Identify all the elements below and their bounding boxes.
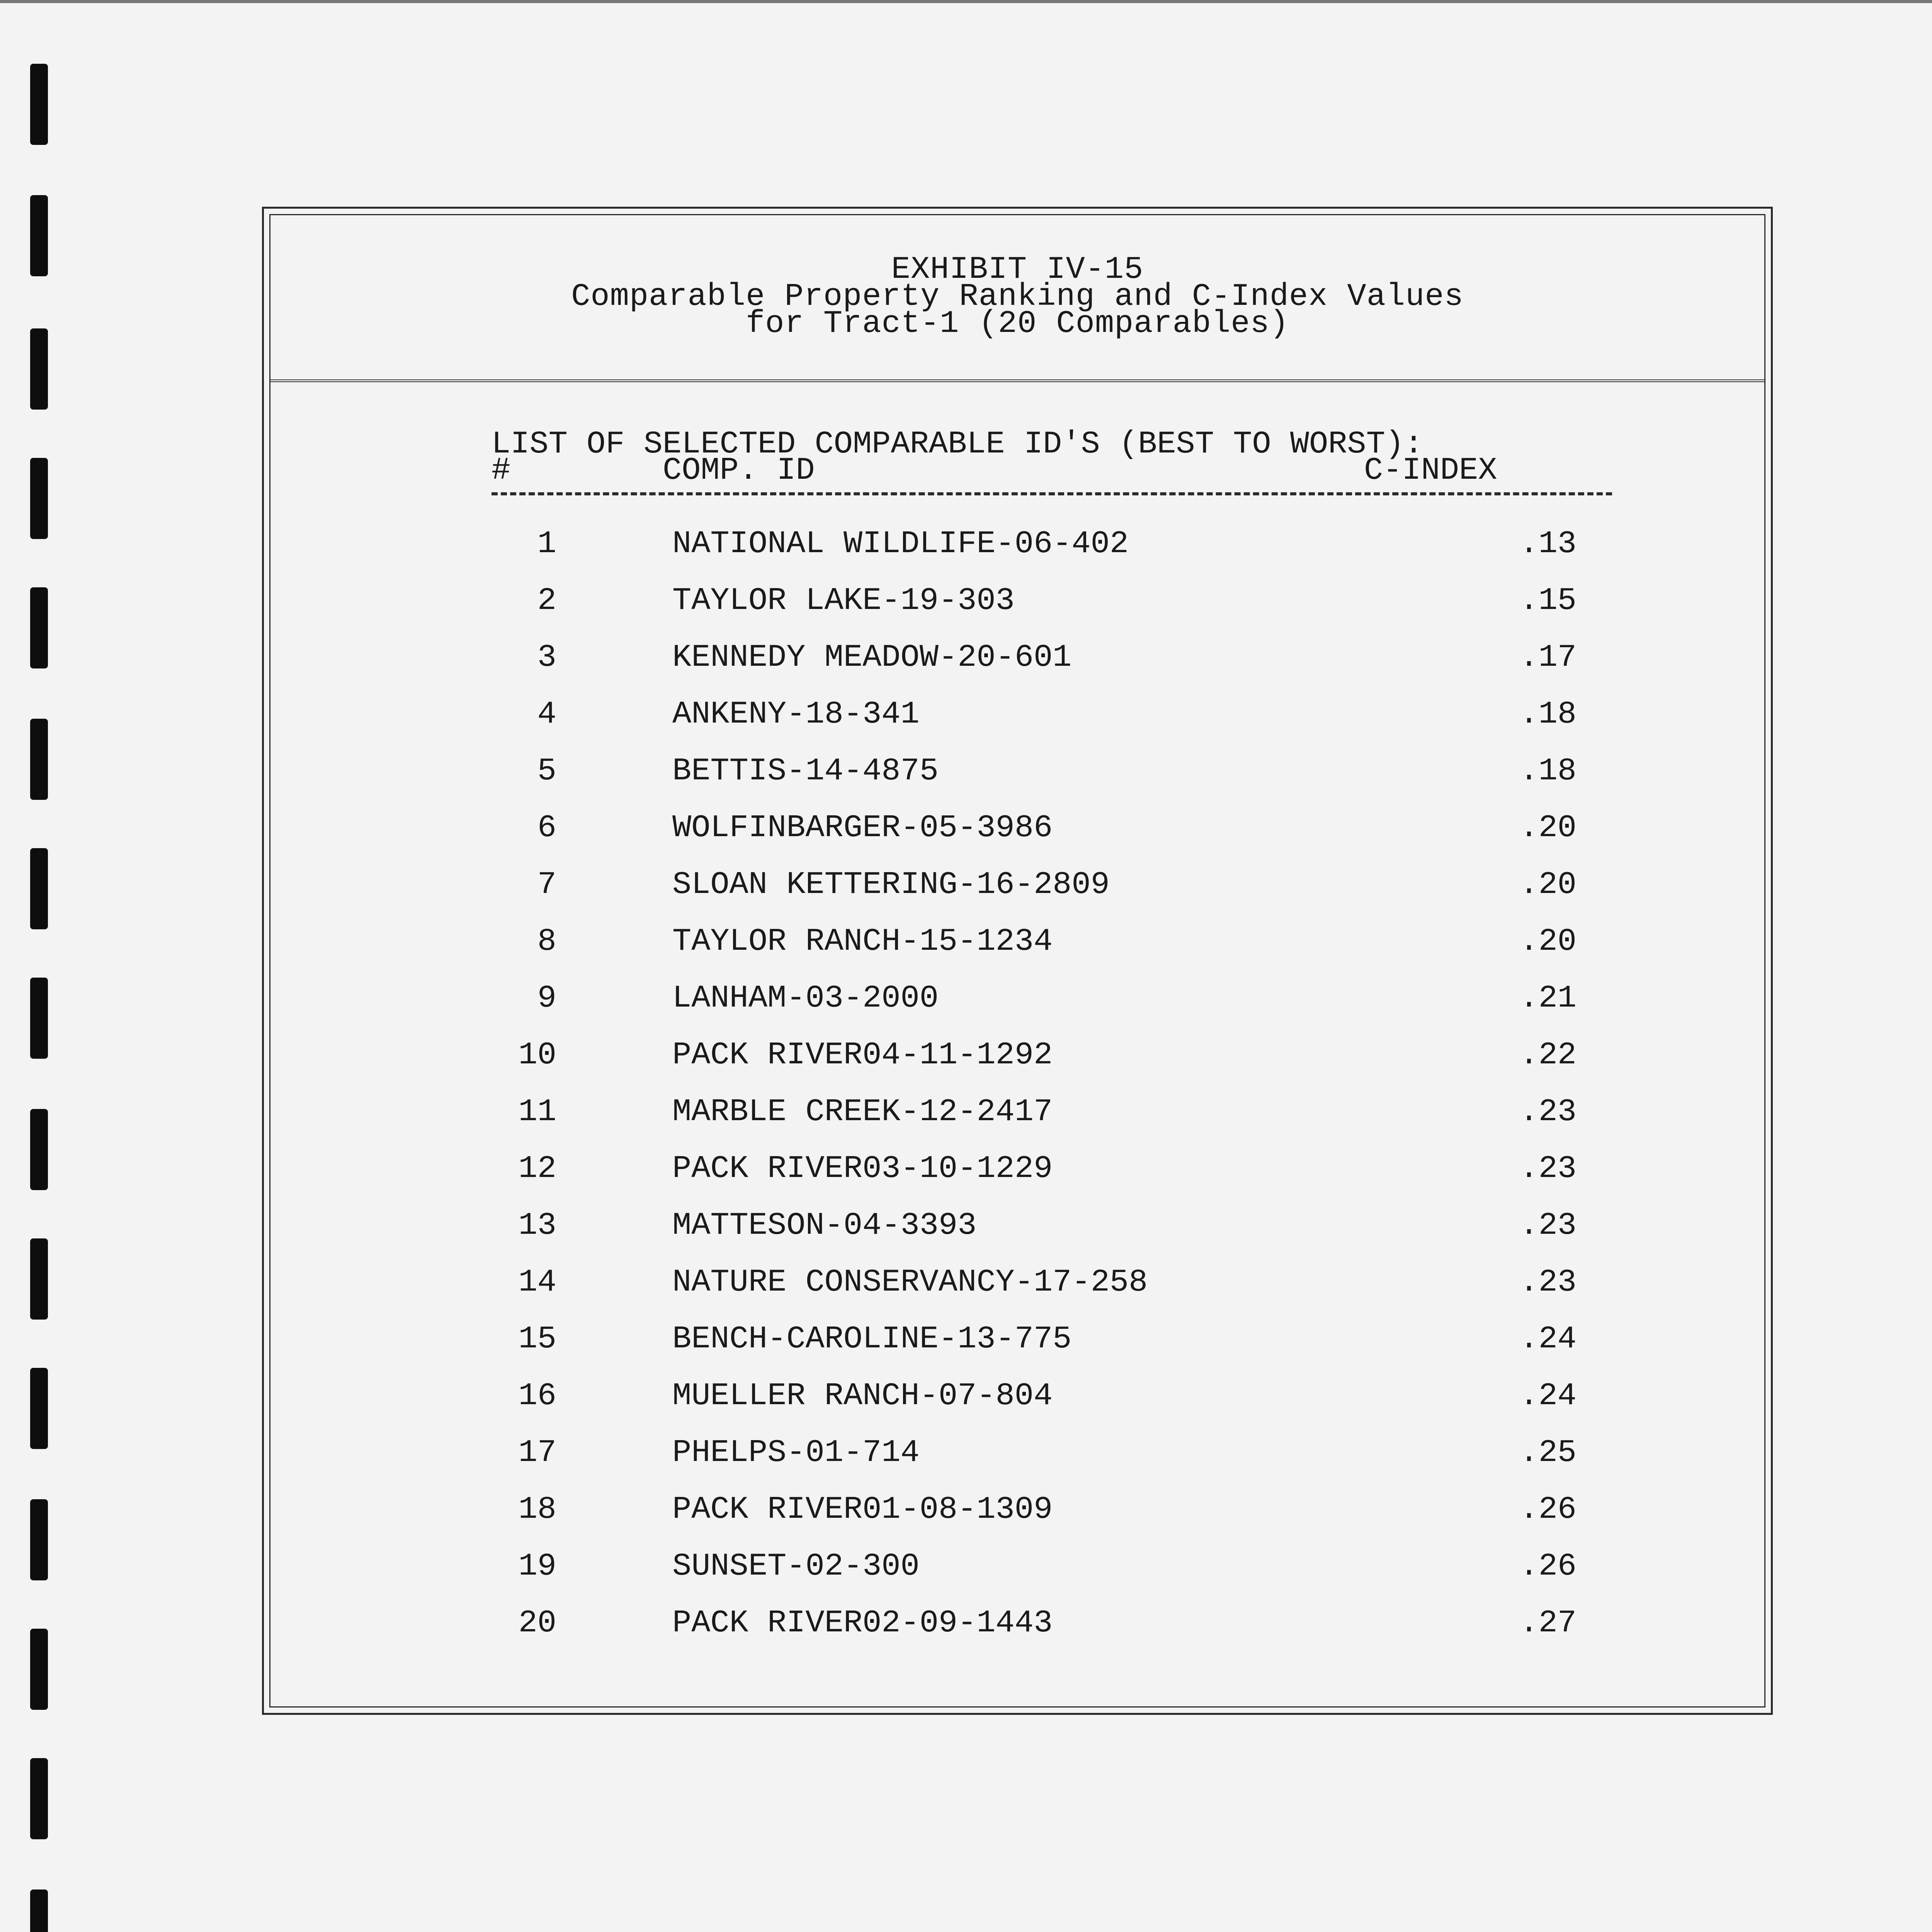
column-header-c-index: C-INDEX: [1364, 452, 1497, 488]
table-row: [270, 755, 1764, 812]
row-comp-id: MARBLE CREEK-12-2417: [672, 1094, 1053, 1130]
table-row: [270, 696, 1764, 755]
table-row: [270, 1039, 1764, 1096]
exhibit-title: EXHIBIT IV-15: [891, 252, 1144, 287]
row-comp-id: PACK RIVER02-09-1443: [672, 1605, 1053, 1641]
punch-hole: [30, 719, 48, 800]
row-rank: 15: [518, 1321, 556, 1357]
row-rank: 4: [537, 696, 556, 732]
row-rank: 19: [518, 1548, 556, 1584]
row-rank: 13: [518, 1208, 556, 1243]
row-c-index: .23: [1519, 1094, 1577, 1130]
exhibit-inner-frame: [269, 214, 1765, 1708]
punch-hole: [30, 1889, 48, 1932]
table-row: [270, 639, 1764, 699]
row-c-index: .24: [1519, 1321, 1577, 1357]
row-c-index: .20: [1519, 810, 1577, 846]
table-row: [270, 1607, 1764, 1664]
table-row: [270, 528, 1764, 585]
row-c-index: .15: [1519, 583, 1577, 619]
page-top-edge: [0, 0, 1932, 3]
row-rank: 6: [537, 810, 556, 846]
column-header-comp-id: COMP. ID: [663, 452, 815, 488]
table-row: [270, 1437, 1764, 1494]
exhibit-subtitle-line-2: for Tract-1 (20 Comparables): [746, 306, 1289, 342]
row-c-index: .26: [1519, 1548, 1577, 1584]
punch-hole: [30, 1238, 48, 1320]
row-c-index: .13: [1519, 526, 1577, 562]
row-rank: 1: [537, 526, 556, 562]
table-row: [270, 812, 1764, 869]
row-rank: 16: [518, 1378, 556, 1414]
row-comp-id: SLOAN KETTERING-16-2809: [672, 867, 1110, 903]
row-comp-id: SUNSET-02-300: [672, 1548, 920, 1584]
row-c-index: .23: [1519, 1264, 1577, 1300]
row-rank: 11: [518, 1094, 556, 1130]
list-heading: LIST OF SELECTED COMPARABLE ID'S (BEST TO WORST):: [492, 426, 1423, 462]
header-dashed-rule: [492, 492, 1612, 495]
punch-hole: [30, 587, 48, 668]
table-row: [270, 1264, 1764, 1323]
row-c-index: .21: [1519, 980, 1577, 1016]
row-c-index: .26: [1519, 1492, 1577, 1527]
binding-punch-holes: [27, 0, 54, 1932]
row-comp-id: PHELPS-01-714: [672, 1435, 920, 1471]
row-comp-id: NATIONAL WILDLIFE-06-402: [672, 526, 1129, 562]
punch-hole: [30, 458, 48, 539]
table-row: [270, 980, 1764, 1039]
punch-hole: [30, 1499, 48, 1580]
row-c-index: .23: [1519, 1208, 1577, 1243]
row-comp-id: MATTESON-04-3393: [672, 1208, 977, 1243]
punch-hole: [30, 978, 48, 1059]
punch-hole: [30, 848, 48, 929]
table-row: [270, 1096, 1764, 1153]
row-comp-id: PACK RIVER04-11-1292: [672, 1037, 1053, 1073]
punch-hole: [30, 1109, 48, 1190]
row-rank: 2: [537, 583, 556, 619]
row-comp-id: TAYLOR LAKE-19-303: [672, 583, 1015, 619]
row-comp-id: KENNEDY MEADOW-20-601: [672, 639, 1072, 675]
row-rank: 7: [537, 867, 556, 903]
punch-hole: [30, 64, 48, 145]
exhibit-subtitle-line-1: Comparable Property Ranking and C-Index Values: [571, 279, 1464, 315]
table-row: [270, 1153, 1764, 1210]
row-rank: 10: [518, 1037, 556, 1073]
row-c-index: .20: [1519, 867, 1577, 903]
row-comp-id: WOLFINBARGER-05-3986: [672, 810, 1053, 846]
punch-hole: [30, 195, 48, 276]
row-rank: 8: [537, 923, 556, 959]
table-row: [270, 1380, 1764, 1437]
row-comp-id: PACK RIVER03-10-1229: [672, 1151, 1053, 1187]
column-header-number: #: [492, 452, 511, 488]
row-c-index: .25: [1519, 1435, 1577, 1471]
row-c-index: .24: [1519, 1378, 1577, 1414]
row-comp-id: BENCH-CAROLINE-13-775: [672, 1321, 1072, 1357]
table-row: [270, 1210, 1764, 1267]
row-rank: 9: [537, 980, 556, 1016]
row-rank: 3: [537, 639, 556, 675]
punch-hole: [30, 1758, 48, 1839]
row-c-index: .17: [1519, 639, 1577, 675]
row-c-index: .27: [1519, 1605, 1577, 1641]
row-comp-id: LANHAM-03-2000: [672, 980, 939, 1016]
punch-hole: [30, 1629, 48, 1710]
row-c-index: .18: [1519, 753, 1577, 789]
table-row: [270, 1494, 1764, 1551]
row-comp-id: TAYLOR RANCH-15-1234: [672, 923, 1053, 959]
row-rank: 12: [518, 1151, 556, 1187]
exhibit-frame: [262, 207, 1773, 1715]
row-comp-id: NATURE CONSERVANCY-17-258: [672, 1264, 1148, 1300]
row-comp-id: MUELLER RANCH-07-804: [672, 1378, 1053, 1414]
row-c-index: .22: [1519, 1037, 1577, 1073]
row-comp-id: ANKENY-18-341: [672, 696, 920, 732]
row-c-index: .20: [1519, 923, 1577, 959]
row-c-index: .23: [1519, 1151, 1577, 1187]
table-row: [270, 1548, 1764, 1607]
row-rank: 20: [518, 1605, 556, 1641]
table-row: [270, 869, 1764, 926]
row-rank: 14: [518, 1264, 556, 1300]
table-row: [270, 923, 1764, 983]
table-row: [270, 585, 1764, 642]
table-row: [270, 1323, 1764, 1380]
row-c-index: .18: [1519, 696, 1577, 732]
row-comp-id: PACK RIVER01-08-1309: [672, 1492, 1053, 1527]
row-rank: 18: [518, 1492, 556, 1527]
punch-hole: [30, 1368, 48, 1449]
row-comp-id: BETTIS-14-4875: [672, 753, 939, 789]
row-rank: 17: [518, 1435, 556, 1471]
exhibit-header: [270, 215, 1764, 382]
punch-hole: [30, 328, 48, 410]
row-rank: 5: [537, 753, 556, 789]
